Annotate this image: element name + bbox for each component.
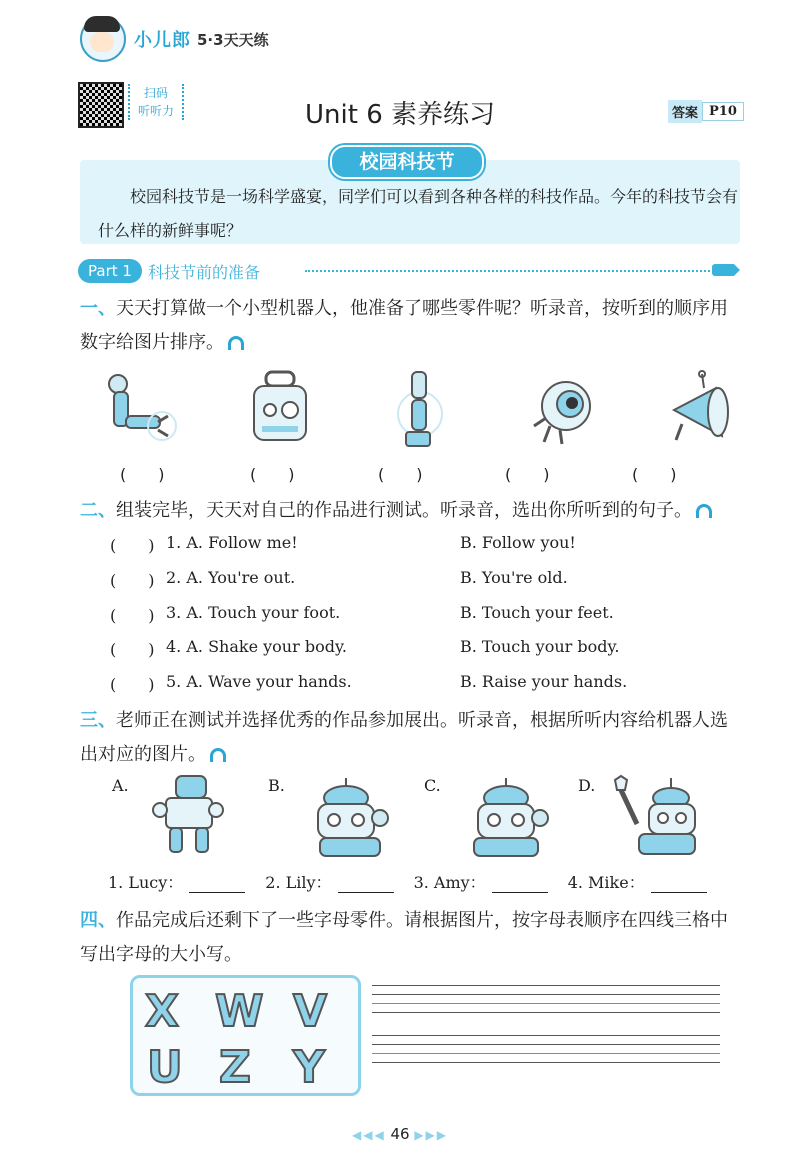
fill-item-mike bbox=[568, 870, 707, 893]
grid-line bbox=[372, 1062, 720, 1063]
question-number: 一、 bbox=[80, 298, 116, 319]
option-label-c: C. bbox=[424, 776, 441, 795]
answer-blank[interactable] bbox=[338, 874, 394, 893]
choice-a: 4. A. Shake your body. bbox=[166, 637, 347, 656]
answer-paren-1[interactable]: ( ) bbox=[120, 465, 165, 484]
question-text: 老师正在测试并选择优秀的作品参加展出。听录音，根据所听内容给机器人选出对应的图片。 bbox=[80, 710, 728, 765]
robot-b-image[interactable] bbox=[300, 774, 392, 858]
fill-item-lucy bbox=[108, 870, 245, 893]
banner-text: 校园科技节是一场科学盛宴，同学们可以看到各种各样的科技作品。今年的科技节会有什么样的新鲜事呢？ bbox=[98, 187, 739, 240]
choice-row-5 bbox=[110, 672, 730, 702]
page-title: Unit 6 素养练习 bbox=[305, 100, 495, 130]
answer-paren[interactable]: ( ) bbox=[110, 536, 155, 555]
page-number bbox=[0, 1125, 800, 1143]
answer-paren[interactable]: ( ) bbox=[110, 640, 155, 659]
answer-paren-2[interactable]: ( ) bbox=[250, 465, 295, 484]
question-2 bbox=[80, 494, 760, 528]
fill-label: 4. Mike： bbox=[567, 873, 645, 892]
series-name: 小儿郎 bbox=[134, 30, 191, 51]
letter-part-4: U bbox=[147, 1042, 183, 1093]
robot-d-image[interactable] bbox=[605, 774, 701, 858]
fill-in-row bbox=[108, 870, 728, 893]
choice-a: 2. A. You're out. bbox=[166, 568, 296, 587]
answer-paren-5[interactable]: ( ) bbox=[632, 465, 677, 484]
robot-c-image[interactable] bbox=[460, 774, 552, 858]
answer-paren[interactable]: ( ) bbox=[110, 606, 155, 625]
option-label-b: B. bbox=[268, 776, 285, 795]
choice-a: 1. A. Follow me! bbox=[166, 533, 298, 552]
series-subtitle: 5·3天天练 bbox=[197, 30, 269, 49]
question-number: 四、 bbox=[80, 910, 116, 931]
left-arrows-icon: ◀◀◀ bbox=[351, 1128, 386, 1142]
letter-part-6: Y bbox=[293, 1042, 325, 1093]
mascot-icon bbox=[80, 16, 126, 62]
headphone-icon[interactable] bbox=[210, 748, 226, 762]
headphone-icon[interactable] bbox=[696, 504, 712, 518]
qr-label-line-2: 听听力 bbox=[137, 104, 174, 118]
answer-reference bbox=[668, 100, 744, 123]
letter-part-5: Z bbox=[219, 1042, 251, 1093]
robot-eye-image bbox=[520, 370, 600, 450]
letter-part-3: V bbox=[293, 986, 328, 1037]
question-number: 三、 bbox=[80, 710, 116, 731]
grid-line bbox=[372, 994, 720, 995]
fill-item-lily bbox=[265, 870, 393, 893]
choice-b: B. Follow you! bbox=[460, 533, 576, 552]
robot-head-image bbox=[240, 370, 320, 450]
choice-row-3 bbox=[110, 603, 730, 633]
answer-paren[interactable]: ( ) bbox=[110, 675, 155, 694]
robot-a-image[interactable] bbox=[150, 770, 230, 860]
choice-b: B. Touch your body. bbox=[460, 637, 620, 656]
fill-label: 2. Lily： bbox=[265, 873, 332, 892]
pencil-icon bbox=[712, 264, 740, 276]
grid-line bbox=[372, 1044, 720, 1045]
right-arrows-icon: ▶▶▶ bbox=[414, 1128, 449, 1142]
choice-row-4 bbox=[110, 637, 730, 667]
question-4 bbox=[80, 904, 740, 972]
fill-label: 1. Lucy： bbox=[108, 873, 184, 892]
option-label-d: D. bbox=[578, 776, 596, 795]
letter-parts-image bbox=[130, 975, 361, 1096]
answer-label: 答案 bbox=[668, 100, 702, 123]
grid-line bbox=[372, 985, 720, 986]
part-badge: Part 1 bbox=[78, 259, 142, 283]
four-line-grid[interactable] bbox=[372, 985, 720, 1071]
grid-line bbox=[372, 1035, 720, 1036]
choice-b: B. Touch your feet. bbox=[460, 603, 614, 622]
robot-cone-image bbox=[660, 370, 740, 450]
fill-label: 3. Amy： bbox=[413, 873, 486, 892]
page-number-text: 46 bbox=[390, 1125, 410, 1143]
robot-arm-image bbox=[100, 370, 180, 450]
question-3 bbox=[80, 704, 740, 772]
grid-line bbox=[372, 1053, 720, 1054]
parts-image-row bbox=[100, 370, 740, 450]
answer-blank[interactable] bbox=[189, 874, 245, 893]
question-text: 组装完毕，天天对自己的作品进行测试。听录音，选出你所听到的句子。 bbox=[116, 500, 692, 521]
choice-a: 3. A. Touch your foot. bbox=[166, 603, 341, 622]
fill-item-amy bbox=[414, 870, 548, 893]
part-header bbox=[78, 259, 260, 283]
question-text: 天天打算做一个小型机器人，他准备了哪些零件呢？听录音，按听到的顺序用数字给图片排序。 bbox=[80, 298, 728, 353]
answer-blank[interactable] bbox=[651, 874, 707, 893]
question-number: 二、 bbox=[80, 500, 116, 521]
answer-page: P10 bbox=[702, 102, 744, 121]
answer-blank[interactable] bbox=[492, 874, 548, 893]
question-text: 作品完成后还剩下了一些字母零件。请根据图片，按字母表顺序在四线三格中写出字母的大小写。 bbox=[80, 910, 728, 965]
choice-row-2 bbox=[110, 568, 730, 598]
part-title: 科技节前的准备 bbox=[147, 262, 260, 282]
headphone-icon[interactable] bbox=[228, 336, 244, 350]
answer-paren[interactable]: ( ) bbox=[110, 571, 155, 590]
grid-line bbox=[372, 1012, 720, 1013]
question-1 bbox=[80, 292, 740, 360]
part-divider bbox=[305, 270, 725, 272]
letter-parts-svg bbox=[133, 978, 358, 1093]
letter-part-1: X bbox=[145, 986, 179, 1037]
grid-line bbox=[372, 1003, 720, 1004]
choice-b: B. You're old. bbox=[460, 568, 568, 587]
option-label-a: A. bbox=[112, 776, 129, 795]
choice-a: 5. A. Wave your hands. bbox=[166, 672, 352, 691]
letter-part-2: W bbox=[215, 986, 264, 1037]
choice-row-1 bbox=[110, 533, 730, 563]
series-logo bbox=[80, 22, 269, 56]
answer-paren-4[interactable]: ( ) bbox=[505, 465, 550, 484]
choice-b: B. Raise your hands. bbox=[460, 672, 628, 691]
banner-title: 校园科技节 bbox=[330, 145, 484, 179]
qr-label-line-1: 扫码 bbox=[143, 86, 168, 100]
robot-leg-image bbox=[380, 370, 460, 450]
answer-paren-3[interactable]: ( ) bbox=[378, 465, 423, 484]
